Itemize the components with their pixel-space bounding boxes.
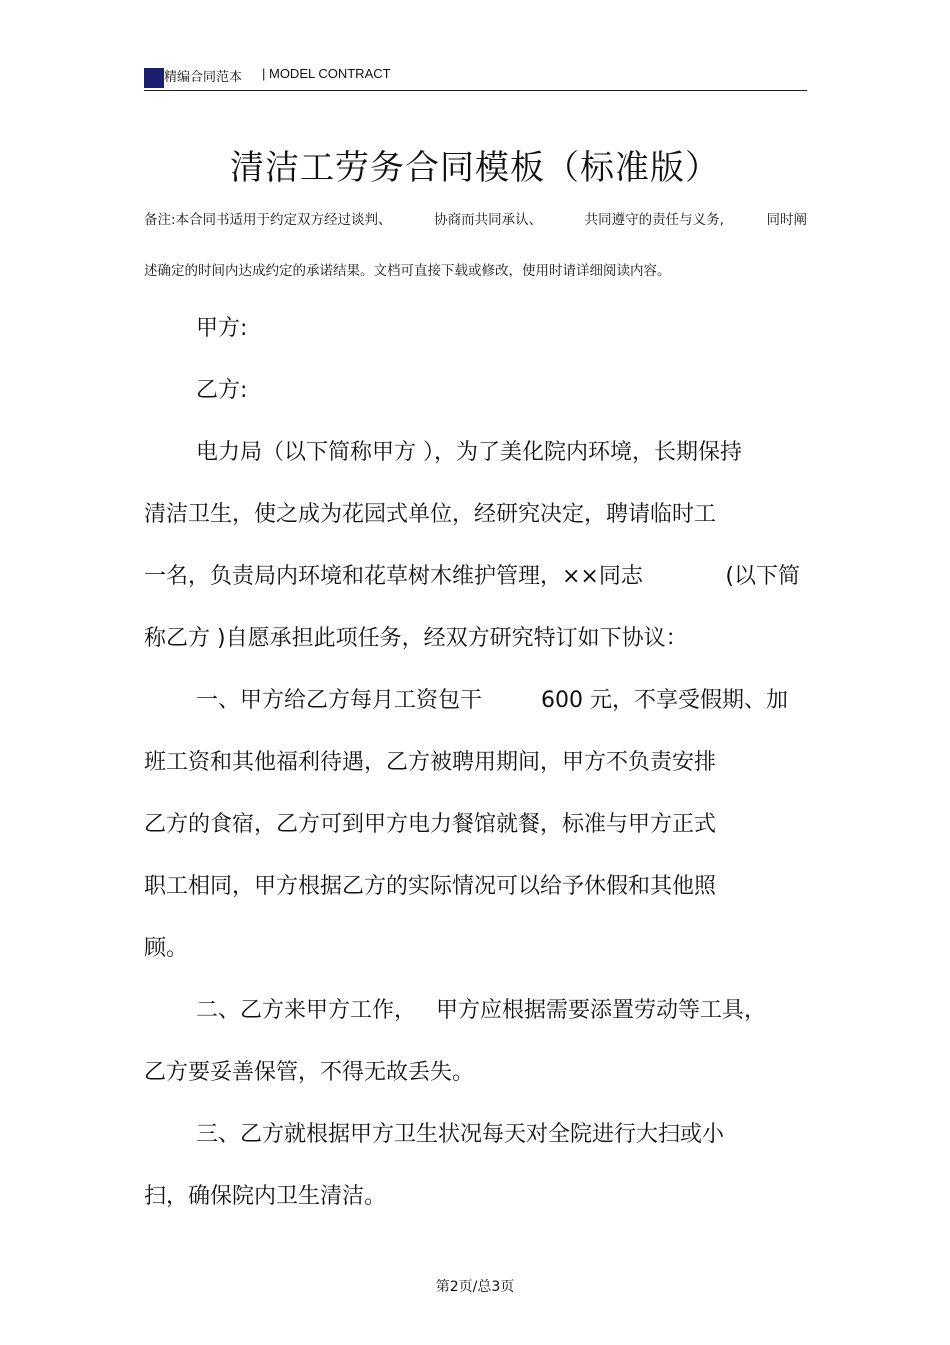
- paragraph-line: [144, 566, 800, 588]
- header-tag: | MODEL CONTRACT: [262, 66, 391, 81]
- note-line-2: 述确定的时间内达成约定的承诺结果。文档可直接下载或修改，使用时请详细阅读内容。: [144, 263, 671, 279]
- line-segment: 二、乙方来甲方工作，: [196, 998, 417, 1023]
- paragraph-line: 称乙方 )自愿承担此项任务，经双方研究特订如下协议：: [144, 626, 688, 651]
- paragraph-line: 电力局（以下简称甲方 ），为了美化院内环境，长期保持: [196, 440, 742, 465]
- party-a-label: 甲方:: [196, 316, 248, 341]
- line-segment: 甲方应根据需要添置劳动等工具，: [435, 998, 766, 1023]
- paragraph-line: 乙方要妥善保管，不得无故丢失。: [144, 1060, 475, 1085]
- header-brand: 精编合同范本: [164, 70, 243, 85]
- party-b-label: 乙方:: [196, 378, 248, 403]
- page-number: 第2页/总3页: [435, 1279, 515, 1295]
- paragraph-line: 清洁卫生，使之成为花园式单位，经研究决定，聘请临时工: [144, 502, 717, 527]
- note-segment: 备注:本合同书适用于约定双方经过谈判、: [144, 212, 392, 228]
- paragraph-line: 班工资和其他福利待遇，乙方被聘用期间，甲方不负责安排: [144, 750, 717, 775]
- logo-square-icon: [144, 68, 164, 88]
- note-segment: 共同遵守的责任与义务,: [584, 212, 724, 228]
- line-segment: (以下简: [725, 564, 800, 589]
- paragraph-line: [196, 690, 788, 712]
- paragraph-line: 扫，确保院内卫生清洁。: [144, 1184, 387, 1209]
- line-segment: 600 元，不享受假期、加: [541, 688, 788, 713]
- note-segment: 同时阐: [766, 212, 807, 228]
- paragraph-line: 顾。: [144, 936, 189, 961]
- note-line-1: [144, 208, 807, 228]
- paragraph-line: [196, 1000, 766, 1022]
- document-title: 清洁工劳务合同模板（标准版）: [230, 148, 720, 188]
- paragraph-line: 三、乙方就根据甲方卫生状况每天对全院进行大扫或小: [196, 1122, 725, 1147]
- note-segment: 协商而共同承认、: [434, 212, 543, 228]
- line-segment: 一、甲方给乙方每月工资包干: [196, 688, 483, 713]
- line-segment: 一名，负责局内环境和花草树木维护管理，××同志: [144, 564, 643, 589]
- paragraph-line: 乙方的食宿，乙方可到甲方电力餐馆就餐，标准与甲方正式: [144, 812, 717, 837]
- page-header: [144, 62, 807, 91]
- paragraph-line: 职工相同，甲方根据乙方的实际情况可以给予休假和其他照: [144, 874, 717, 899]
